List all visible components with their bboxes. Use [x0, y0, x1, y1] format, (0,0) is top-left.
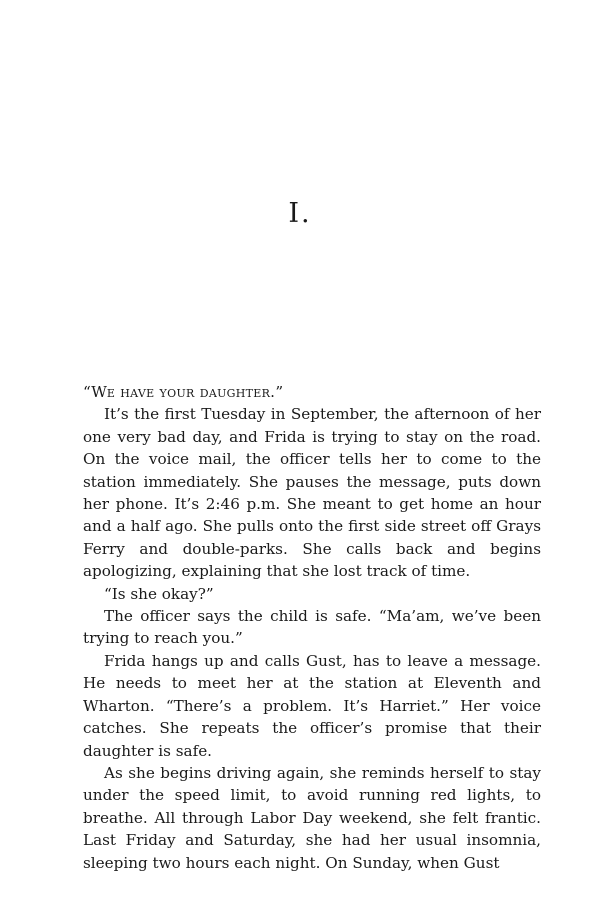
paragraph: Frida hangs up and calls Gust, has to leave a message. He needs to meet her at the station at Eleventh and Wharton. “There’s a problem. It’s Harriet.” Her voice catches. She repeats the officer’s promise that their daughter is safe.	[83, 651, 541, 760]
paragraph: “Is she okay?”	[104, 584, 214, 603]
opening-quote-close: ”	[275, 383, 284, 401]
chapter-number: I.	[288, 198, 312, 229]
opening-first-letter: W	[91, 383, 107, 401]
paragraph: As she begins driving again, she reminds herself to stay under the speed limit, to avoid running red lights, to breathe. All through Labor Day weekend, she felt frantic. Last Friday and Saturday, she had her usual insomnia, sleeping two hours each night. On Sunday, when Gust	[83, 763, 541, 872]
opening-quote-open: “	[83, 383, 92, 401]
paragraph: The officer says the child is safe. “Ma’am, we’ve been trying to reach you.”	[83, 607, 541, 648]
body-text	[83, 381, 541, 874]
paragraph: It’s the first Tuesday in September, the afternoon of her one very bad day, and Frida is trying to stay on the road. On the voice mail, the officer tells her to come to the station immediately. She pauses the message, puts down her phone. It’s 2:46 p.m. She meant to get home an hour and a half ago. She pulls onto the first side street off Grays Ferry and double-parks. She calls back and begins apologizing, explaining that she lost track of time.	[83, 405, 541, 581]
opening-smallcaps-text: e have your daughter.	[106, 383, 276, 401]
opening-line	[83, 381, 541, 403]
